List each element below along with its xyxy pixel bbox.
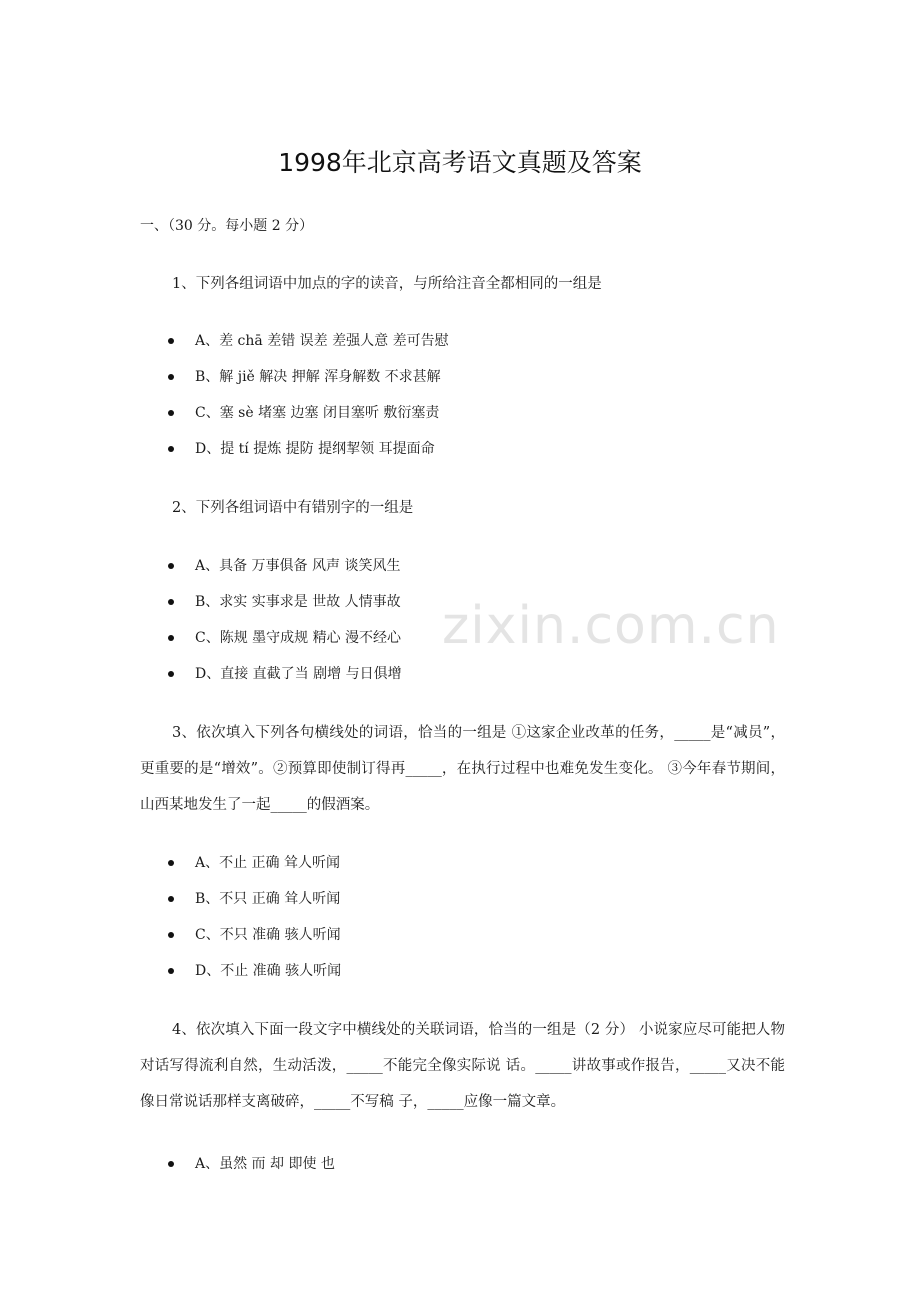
option-2a: A、具备 万事俱备 风声 谈笑风生: [140, 554, 402, 590]
question-1-options: [140, 329, 449, 473]
option-3c: C、不只 准确 骇人听闻: [140, 923, 341, 959]
bullet-icon: [168, 968, 174, 974]
question-4-text: 4、依次填入下面一段文字中横线处的关联词语，恰当的一组是（2 分） 小说家应尽可能把人物对话写得流利自然，生动活泼，_____不能完全像实际说 话。_____讲故事或作报告，_____又决不能像日常说话那样支离破碎，_____不写稿 子，_____应像一篇文章。: [140, 1022, 785, 1110]
option-3d: D、不止 准确 骇人听闻: [140, 959, 341, 995]
bullet-icon: [168, 563, 174, 569]
bullet-icon: [168, 932, 174, 938]
option-3b: B、不只 正确 耸人听闻: [140, 887, 341, 923]
bullet-icon: [168, 635, 174, 641]
option-1b: B、解 jiě 解决 押解 浑身解数 不求甚解: [140, 365, 449, 401]
option-2d: D、直接 直截了当 剧增 与日俱增: [140, 662, 402, 698]
question-1: [140, 266, 785, 302]
bullet-icon: [168, 446, 174, 452]
bullet-icon: [168, 860, 174, 866]
option-1d: D、提 tí 提炼 提防 提纲挈领 耳提面命: [140, 437, 449, 473]
option-1a: A、差 chā 差错 误差 差强人意 差可告慰: [140, 329, 449, 365]
option-3a: A、不止 正确 耸人听闻: [140, 851, 341, 887]
bullet-icon: [168, 410, 174, 416]
section-heading: 一、（30 分。每小题 2 分）: [140, 218, 314, 234]
question-2: [140, 490, 785, 526]
question-3: [140, 715, 785, 823]
question-2-options: [140, 554, 402, 698]
question-4-options: [140, 1152, 335, 1188]
option-4a: A、虽然 而 却 即使 也: [140, 1152, 335, 1188]
question-2-text: 2、下列各组词语中有错别字的一组是: [172, 500, 414, 516]
question-3-options: [140, 851, 341, 995]
page-title: 1998年北京高考语文真题及答案: [278, 148, 642, 177]
bullet-icon: [168, 374, 174, 380]
question-3-text: 3、依次填入下列各句横线处的词语，恰当的一组是 ①这家企业改革的任务，_____是“减员”，更重要的是“增效”。②预算即使制订得再_____，在执行过程中也难免发生变化。 ③今年春节期间，山西某地发生了一起_____的假酒案。: [140, 725, 785, 813]
bullet-icon: [168, 671, 174, 677]
option-2b: B、求实 实事求是 世故 人情事故: [140, 590, 402, 626]
option-2c: C、陈规 墨守成规 精心 漫不经心: [140, 626, 402, 662]
bullet-icon: [168, 896, 174, 902]
option-1c: C、塞 sè 堵塞 边塞 闭目塞听 敷衍塞责: [140, 401, 449, 437]
question-4: [140, 1012, 785, 1120]
watermark: zixin.com.cn: [442, 596, 780, 656]
bullet-icon: [168, 338, 174, 344]
question-1-text: 1、下列各组词语中加点的字的读音，与所给注音全都相同的一组是: [172, 276, 602, 292]
bullet-icon: [168, 599, 174, 605]
bullet-icon: [168, 1161, 174, 1167]
